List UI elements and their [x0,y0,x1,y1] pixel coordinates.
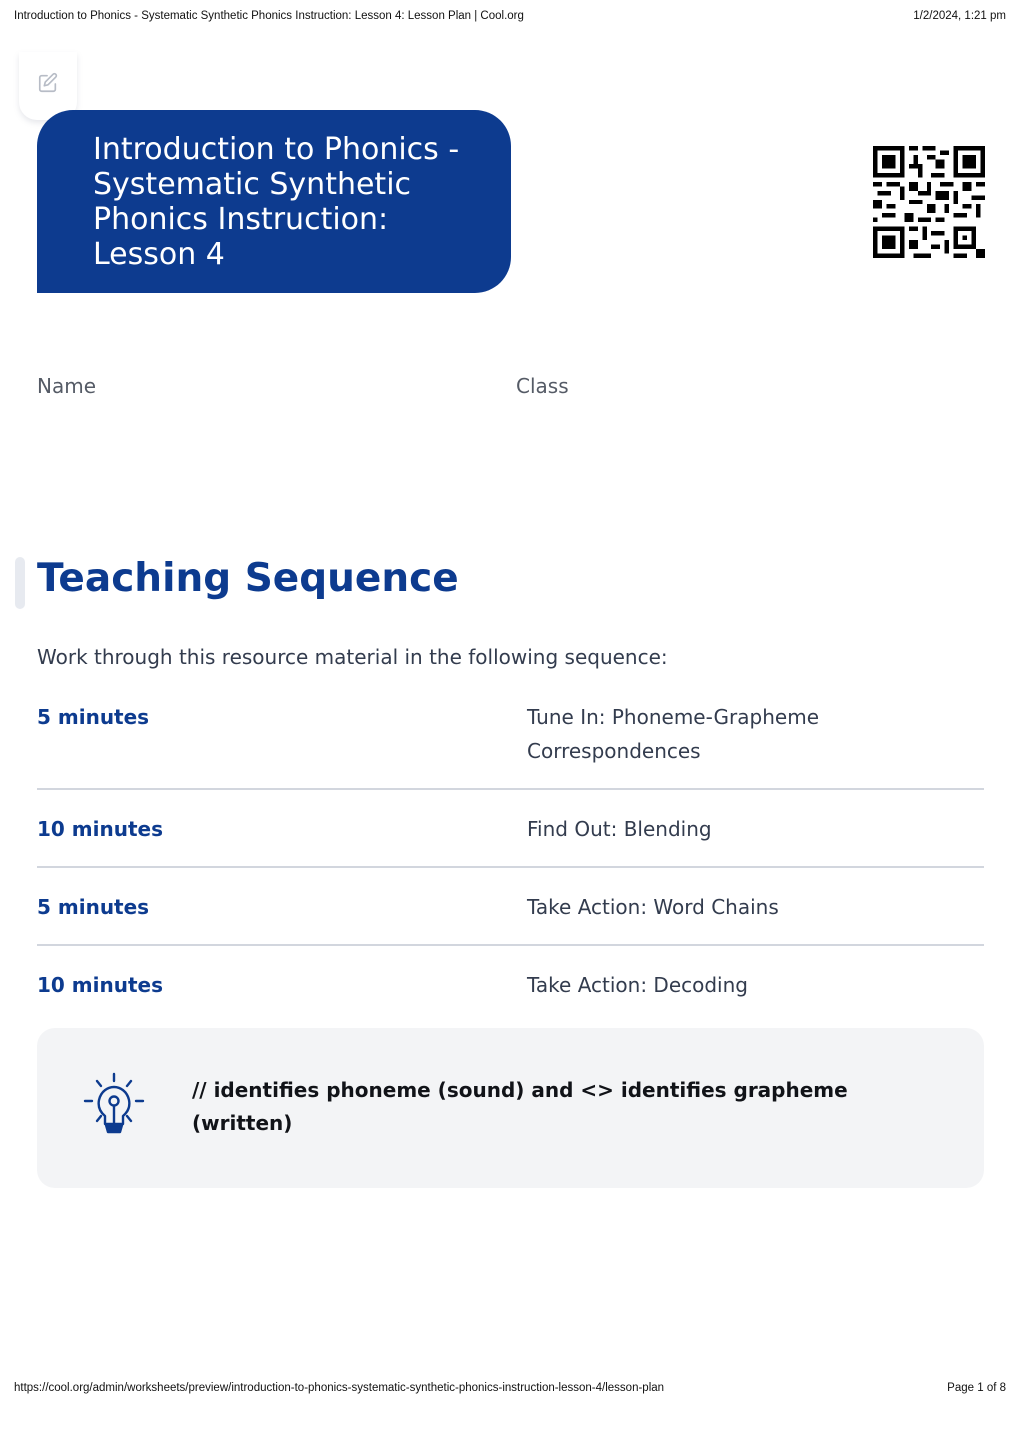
table-row [37,700,984,790]
page-title: Introduction to Phonics - Systematic Synthetic Phonics Instruction: Lesson 4 [93,132,460,272]
name-field-label: Name [37,374,97,398]
sequence-table [37,700,984,1022]
qr-code [873,146,985,258]
activity-cell: Take Action: Word Chains [527,895,779,919]
duration-cell: 5 minutes [37,895,150,919]
print-url: https://cool.org/admin/worksheets/preview/introduction-to-phonics-systematic-synthetic-phonics-instruction-lesson-4/lesson-plan [14,1382,665,1394]
tip-callout [37,1028,984,1188]
print-footer [14,1382,1006,1394]
duration-cell: 10 minutes [37,817,163,841]
page-number: Page 1 of 8 [947,1382,1006,1394]
activity-cell: Find Out: Blending [527,817,712,841]
sequence-intro: Work through this resource material in the following sequence: [37,645,668,669]
duration-cell: 10 minutes [37,973,163,997]
table-row [37,790,984,868]
duration-cell: 5 minutes [37,705,150,729]
activity-cell: Tune In: Phoneme-Grapheme Correspondences [527,705,819,763]
lightbulb-icon [83,1072,145,1138]
edit-icon [37,72,59,98]
title-banner [37,110,511,293]
section-heading: Teaching Sequence [37,556,459,601]
activity-cell: Take Action: Decoding [527,973,748,997]
print-page-title: Introduction to Phonics - Systematic Synthetic Phonics Instruction: Lesson 4: Lesson Plan | Cool.org [14,10,524,22]
print-datetime: 1/2/2024, 1:21 pm [913,10,1006,22]
table-row [37,868,984,946]
print-header [14,10,1006,22]
tip-text: // identifies phoneme (sound) and <> identifies grapheme (written) [192,1078,848,1135]
section-marker [15,557,25,609]
class-field-label: Class [516,374,569,398]
table-row [37,946,984,1022]
